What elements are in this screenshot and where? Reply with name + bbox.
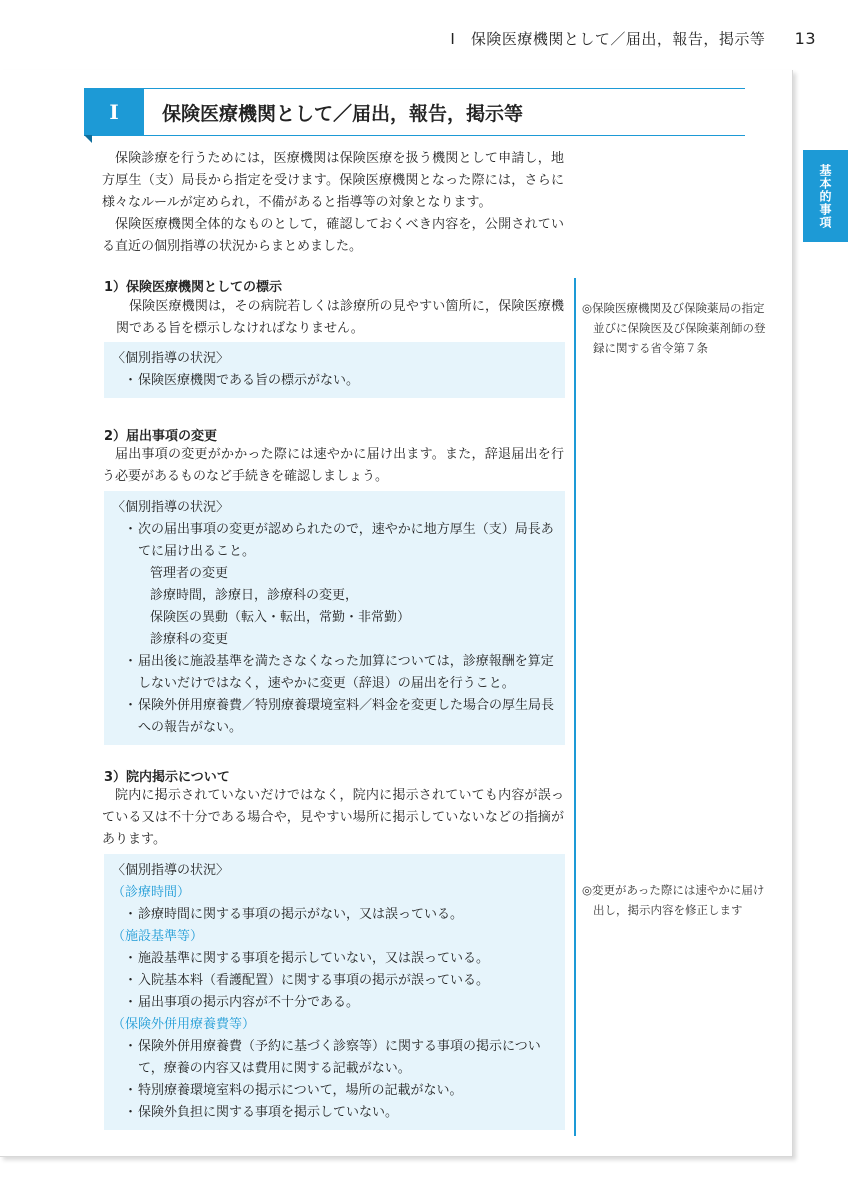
section-3-item: ・ 保険外負担に関する事項を掲示していない。 bbox=[112, 1102, 557, 1124]
section-2-item-1: ・ 次の届出事項の変更が認められたので，速やかに地方厚生（支）局長あてに届け出ること。 bbox=[112, 519, 557, 563]
intro-text bbox=[102, 148, 564, 258]
section-3-item: ・ 特別療養環境室料の掲示について，場所の記載がない。 bbox=[112, 1080, 557, 1102]
section-3-heading: 3）院内掲示について bbox=[104, 770, 230, 785]
side-tab-label: 基本的事項 bbox=[818, 163, 832, 229]
intro-paragraph-2: 保険医療機関全体的なものとして，確認しておくべき内容を，公開されている直近の個別指導の状況からまとめました。 bbox=[102, 217, 564, 254]
chapter-fold-decoration bbox=[84, 135, 92, 143]
section-3-item: ・ 届出事項の掲示内容が不十分である。 bbox=[112, 992, 557, 1014]
section-2-body: 届出事項の変更がかかった際には速やかに届け出ます。また，辞退届出を行う必要があるものなど手続きを確認しましょう。 bbox=[102, 447, 564, 484]
section-3-guidance-box bbox=[104, 854, 565, 1130]
chapter-title: 保険医療機関として／届出，報告，掲示等 bbox=[162, 103, 524, 125]
section-3-category: （施設基準等） bbox=[112, 929, 204, 944]
chapter-number: Ⅰ bbox=[84, 89, 144, 135]
section-2-item-3: ・ 保険外併用療養費／特別療養環境室料／料金を変更した場合の厚生局長への報告がない。 bbox=[112, 695, 557, 739]
section-2-subitem: 保険医の異動（転入・転出，常勤・非常勤） bbox=[150, 610, 411, 625]
section-2-subitem: 診療時間，診療日，診療科の変更， bbox=[150, 588, 359, 603]
section-2-item-2: ・ 届出後に施設基準を満たさなくなった加算については，診療報酬を算定しないだけではなく，速やかに変更（辞退）の届出を行うこと。 bbox=[112, 651, 557, 695]
running-header bbox=[450, 28, 816, 49]
section-3-item: ・ 入院基本料（看護配置）に関する事項の掲示が誤っている。 bbox=[112, 970, 557, 992]
section-3-category: （保険外併用療養費等） bbox=[112, 1017, 256, 1032]
section-2-subitem: 診療科の変更 bbox=[150, 632, 229, 647]
section-2-box-heading: 〈個別指導の状況〉 bbox=[112, 500, 230, 515]
section-1-body: 保険医療機関は，その病院若しくは診療所の見やすい箇所に，保険医療機関である旨を標示しなければなりません。 bbox=[116, 299, 564, 336]
section-2-subitem: 管理者の変更 bbox=[150, 566, 229, 581]
margin-note-2: ◎変更があった際には速やかに届け出し，掲示内容を修正します bbox=[582, 883, 765, 917]
running-header-title: Ⅰ 保険医療機関として／届出，報告，掲示等 bbox=[450, 30, 766, 48]
intro-paragraph-1: 保険診療を行うためには，医療機関は保険医療を扱う機関として申請し，地方厚生（支）局長から指定を受けます。保険医療機関となった際には，さらに様々なルールが定められ，不備があると指導等の対象となります。 bbox=[102, 151, 564, 210]
section-1-guidance-box bbox=[104, 342, 565, 398]
section-3-item: ・ 診療時間に関する事項の掲示がない，又は誤っている。 bbox=[112, 904, 557, 926]
section-3-item: ・ 保険外併用療養費（予約に基づく診察等）に関する事項の掲示について，療養の内容又は費用に関する記載がない。 bbox=[112, 1036, 557, 1080]
side-tab[interactable] bbox=[803, 150, 848, 242]
margin-note-1: ◎保険医療機関及び保険薬局の指定並びに保険医及び保険薬剤師の登録に関する省令第７条 bbox=[582, 301, 766, 355]
margin-divider bbox=[574, 278, 576, 1136]
section-1-box-heading: 〈個別指導の状況〉 bbox=[112, 351, 230, 366]
section-2-guidance-box bbox=[104, 491, 565, 745]
chapter-heading bbox=[84, 88, 745, 136]
page-number: 13 bbox=[794, 29, 816, 48]
section-3-category: （診療時間） bbox=[112, 885, 191, 900]
section-1-item: ・ 保険医療機関である旨の標示がない。 bbox=[112, 370, 557, 392]
section-2-heading: 2）届出事項の変更 bbox=[104, 429, 218, 444]
section-3-body: 院内に掲示されていないだけではなく，院内に掲示されていても内容が誤っている又は不十分である場合や，見やすい場所に掲示していないなどの指摘があります。 bbox=[102, 788, 564, 847]
section-3-item: ・ 施設基準に関する事項を掲示していない，又は誤っている。 bbox=[112, 948, 557, 970]
section-3-box-heading: 〈個別指導の状況〉 bbox=[112, 863, 230, 878]
section-1-heading: 1）保険医療機関としての標示 bbox=[104, 280, 283, 295]
